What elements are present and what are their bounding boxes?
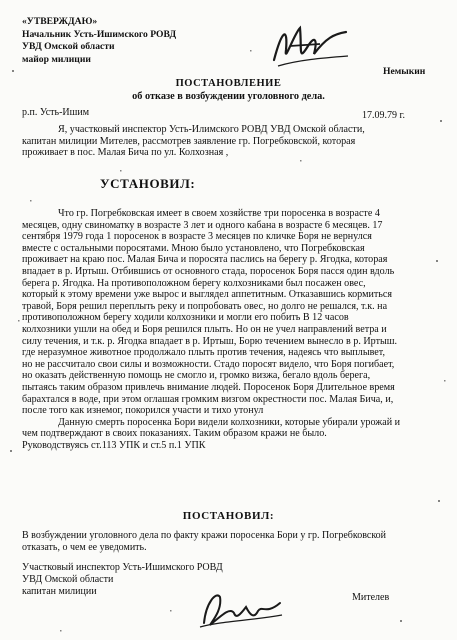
body-line: Руководствуясь ст.113 УПК и ст.5 п.1 УПК [22, 439, 206, 451]
decision-line: В возбуждении уголовного дела по факту кражи поросенка Бори у гр. Погребковской [22, 530, 387, 541]
decision-paragraph [22, 530, 442, 554]
decision-line: отказать, о чем ее уведомить. [22, 542, 147, 553]
signatory-block [22, 562, 223, 598]
intro-line: Я, участковый инспектор Усть-Илимского РОВД УВД Омской области, [58, 124, 365, 135]
approver-position-line1: Начальник Усть-Ишимского РОВД [22, 28, 177, 40]
intro-line: капитан милиции Мителев, рассмотрев заявление гр. Погребковской, которая [22, 135, 356, 147]
document-subtitle: об отказе в возбуждении уголовного дела. [132, 91, 325, 102]
body-line: впадает в р. Иртыш. Отбившись от основного стада, поросенок Боря пасся один вдоль [22, 265, 395, 277]
body-paragraph [22, 208, 442, 451]
document-date: 17.09.79 г. [362, 110, 405, 121]
body-line: чем подтверждают в своих показаниях. Таким образом кражи не было. [22, 428, 327, 440]
body-line: но не рассчитало свои силы и возможности. Стадо поросят видело, что Боря погибает, [22, 358, 395, 370]
approval-block [22, 16, 176, 66]
body-line: месяцев, одну свиноматку в возрасте 3 лет и одного кабана в возрасте 6 месяцев. 17 [22, 219, 383, 231]
approver-name: Немыкин [383, 66, 426, 77]
document-place: р.п. Усть-Ишим [22, 107, 90, 118]
intro-line: проживает в пос. Малая Бича по ул. Колхозная , [22, 147, 229, 159]
decided-heading: ПОСТАНОВИЛ: [182, 510, 275, 522]
body-line: силу течения, и т.к. р. Ягодка впадает в р. Иртыш, Борю течением вынесло в р. Иртыш. [22, 335, 398, 347]
body-line: проживает на краю пос. Малая Бича и поросята паслись на берегу р. Ягодка, которая [22, 254, 388, 266]
body-line: который к этому времени уже вырос и выглядел аппетитным. Отказавшись кормиться [22, 289, 393, 301]
intro-paragraph [22, 124, 442, 159]
signatory-position-line2: УВД Омской области [22, 574, 114, 585]
signatory-rank: капитан милиции [22, 586, 97, 597]
approve-label: «УТВЕРЖДАЮ» [22, 16, 98, 27]
body-line: после того как изнемог, покорился участи и тихо утонул [22, 405, 264, 417]
established-heading: УСТАНОВИЛ: [100, 176, 196, 191]
signatory-signature [196, 585, 286, 631]
body-line: барахтался в воде, при этом оглашая громким визгом окрестности пос. Малая Бича, и, [22, 393, 394, 405]
approver-rank: майор милиции [22, 53, 91, 65]
approver-signature [268, 20, 352, 72]
signatory-position-line1: Участковый инспектор Усть-Ишимского РОВД [22, 562, 223, 573]
body-line: но оказать действенную помощь не смогло и, громко визжа, бегало вдоль берега, [22, 370, 371, 382]
body-line: колхозники ушли на обед и Боря решился плыть. Но он не учел направлений ветра и [22, 323, 387, 335]
approver-position-line2: УВД Омской области [22, 41, 115, 52]
body-line: берега р. Ягодка. На противоположном берегу колхозниками был посажен овес, [22, 277, 366, 289]
body-line: сентября 1979 года 1 поросенок в возрасте 3 месяцев по кличке Боря не вернулся [22, 231, 372, 243]
body-line: где неразумное животное продолжало плыть против течения, надеясь что выплывет, [22, 347, 385, 359]
body-line: противоположном берегу ходили колхозники и могли его побить В 12 часов [22, 312, 349, 324]
body-line: травой, Боря решил переплыть реку и попробовать овес, но долго не решался, т.к. на [22, 300, 388, 312]
document-title: ПОСТАНОВЛЕНИЕ [175, 78, 282, 89]
signatory-name: Мителев [352, 592, 390, 603]
body-line: Данную смерть поросенка Бори видели колхозники, которые убирали урожай и [58, 416, 401, 428]
body-line: Что гр. Погребковская имеет в своем хозяйстве три поросенка в возрасте 4 [58, 208, 380, 219]
body-line: вместе с остальными поросятами. Мною было установлено, что Погребковская [22, 242, 365, 254]
body-line: пытаясь таким образом привлечь внимание людей. Поросенок Боря Длительное время [22, 381, 395, 393]
